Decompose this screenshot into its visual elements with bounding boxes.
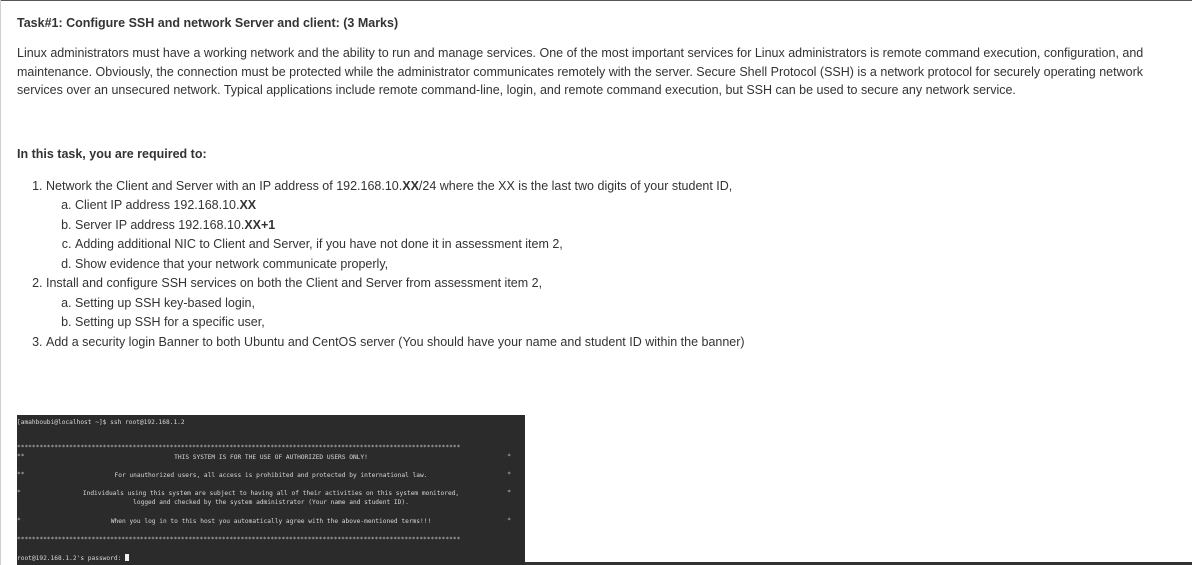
terminal-screenshot bbox=[17, 415, 525, 565]
requirement-1-bold: XX bbox=[402, 178, 419, 193]
requirement-1d: d. Show evidence that your network communicate properly, bbox=[75, 255, 1187, 275]
requirement-1c: c. Adding additional NIC to Client and Server, if you have not done it in assessment item 2, bbox=[75, 235, 1187, 255]
requirement-2-sublist bbox=[46, 294, 1187, 333]
requirement-1a bbox=[75, 196, 1187, 216]
page-top-border bbox=[0, 0, 1192, 1]
banner-border-top: *********************************************************************************************************************** bbox=[17, 444, 461, 451]
requirement-1b bbox=[75, 216, 1187, 236]
banner-edge-right: * bbox=[507, 453, 511, 460]
requirement-item-2 bbox=[46, 274, 1187, 333]
task-title bbox=[17, 14, 1187, 32]
banner-line-logged: logged and checked by the system administrator (Your name and student ID). bbox=[133, 499, 409, 506]
banner-edge-left: * bbox=[17, 489, 21, 496]
server-ip-suffix: XX+1 bbox=[244, 217, 276, 232]
requirements-list bbox=[17, 177, 1187, 353]
requirement-2-text: Install and configure SSH services on both the Client and Server from assessment item 2, bbox=[46, 276, 543, 290]
server-ip-label: Server IP address 192.168.10. bbox=[75, 217, 245, 232]
banner-edge-left: ** bbox=[17, 471, 25, 478]
client-ip-label: Client IP address 192.168.10. bbox=[75, 198, 240, 212]
banner-edge-right: * bbox=[507, 489, 511, 496]
requirement-1-sublist bbox=[46, 196, 1187, 274]
requirement-3-text: Add a security login Banner to both Ubuntu and CentOS server (You should have your name and student ID within the banner) bbox=[46, 334, 745, 349]
banner-line-unauthorized: For unauthorized users, all access is prohibited and protected by international law. bbox=[114, 472, 428, 479]
terminal-cursor bbox=[125, 554, 129, 561]
terminal-command: [amahboubi@localhost ~]$ ssh root@192.168.1.2 bbox=[17, 419, 185, 426]
banner-line-monitored: Individuals using this system are subject to having all of their activities on this system monitored, bbox=[82, 490, 460, 497]
requirement-2a: a. Setting up SSH key-based login, bbox=[75, 294, 1187, 314]
requirements-heading: In this task, you are required to: bbox=[17, 146, 207, 161]
banner-edge-left: ** bbox=[17, 453, 25, 460]
task-document bbox=[17, 14, 1187, 352]
task-number: Task#1 bbox=[17, 16, 59, 30]
banner-border-bottom: *********************************************************************************************************************** bbox=[17, 536, 461, 543]
page-left-border bbox=[0, 0, 1, 565]
task-title-text: : Configure SSH and network Server and client: (3 Marks) bbox=[58, 16, 399, 30]
banner-line-agree: When you log in to this host you automatically agree with the above-mentioned terms!!! bbox=[110, 518, 432, 525]
banner-edge-right: * bbox=[507, 471, 511, 478]
task-intro-paragraph: Linux administrators must have a working network and the ability to run and manage services. One of the most important services for Linux administrators is remote command execution, configuration, and maintenance. Obviously, the connection must be protected while the administrator communicates remotely with the server. Secure Shell Protocol (SSH) is a network protocol for securely operating network services over an unsecured network. Typical applications include remote command-line, login, and remote command execution, but SSH can be used to secure any network service. bbox=[17, 46, 1144, 97]
requirement-2b: b. Setting up SSH for a specific user, bbox=[75, 313, 1187, 333]
password-prompt-text: root@192.168.1.2's password: bbox=[17, 555, 126, 562]
requirement-item-3 bbox=[46, 333, 1187, 353]
password-prompt bbox=[17, 554, 129, 562]
requirement-1-text-end: /24 where the XX is the last two digits of your student ID, bbox=[418, 178, 733, 193]
requirement-item-1 bbox=[46, 177, 1187, 275]
client-ip-suffix: XX bbox=[239, 198, 257, 212]
requirement-1-text-start: Network the Client and Server with an IP address of 192.168.10. bbox=[46, 178, 403, 193]
banner-edge-right: * bbox=[507, 517, 511, 524]
banner-line-authorized: THIS SYSTEM IS FOR THE USE OF AUTHORIZED USERS ONLY! bbox=[174, 454, 368, 461]
banner-edge-left: * bbox=[17, 517, 21, 524]
